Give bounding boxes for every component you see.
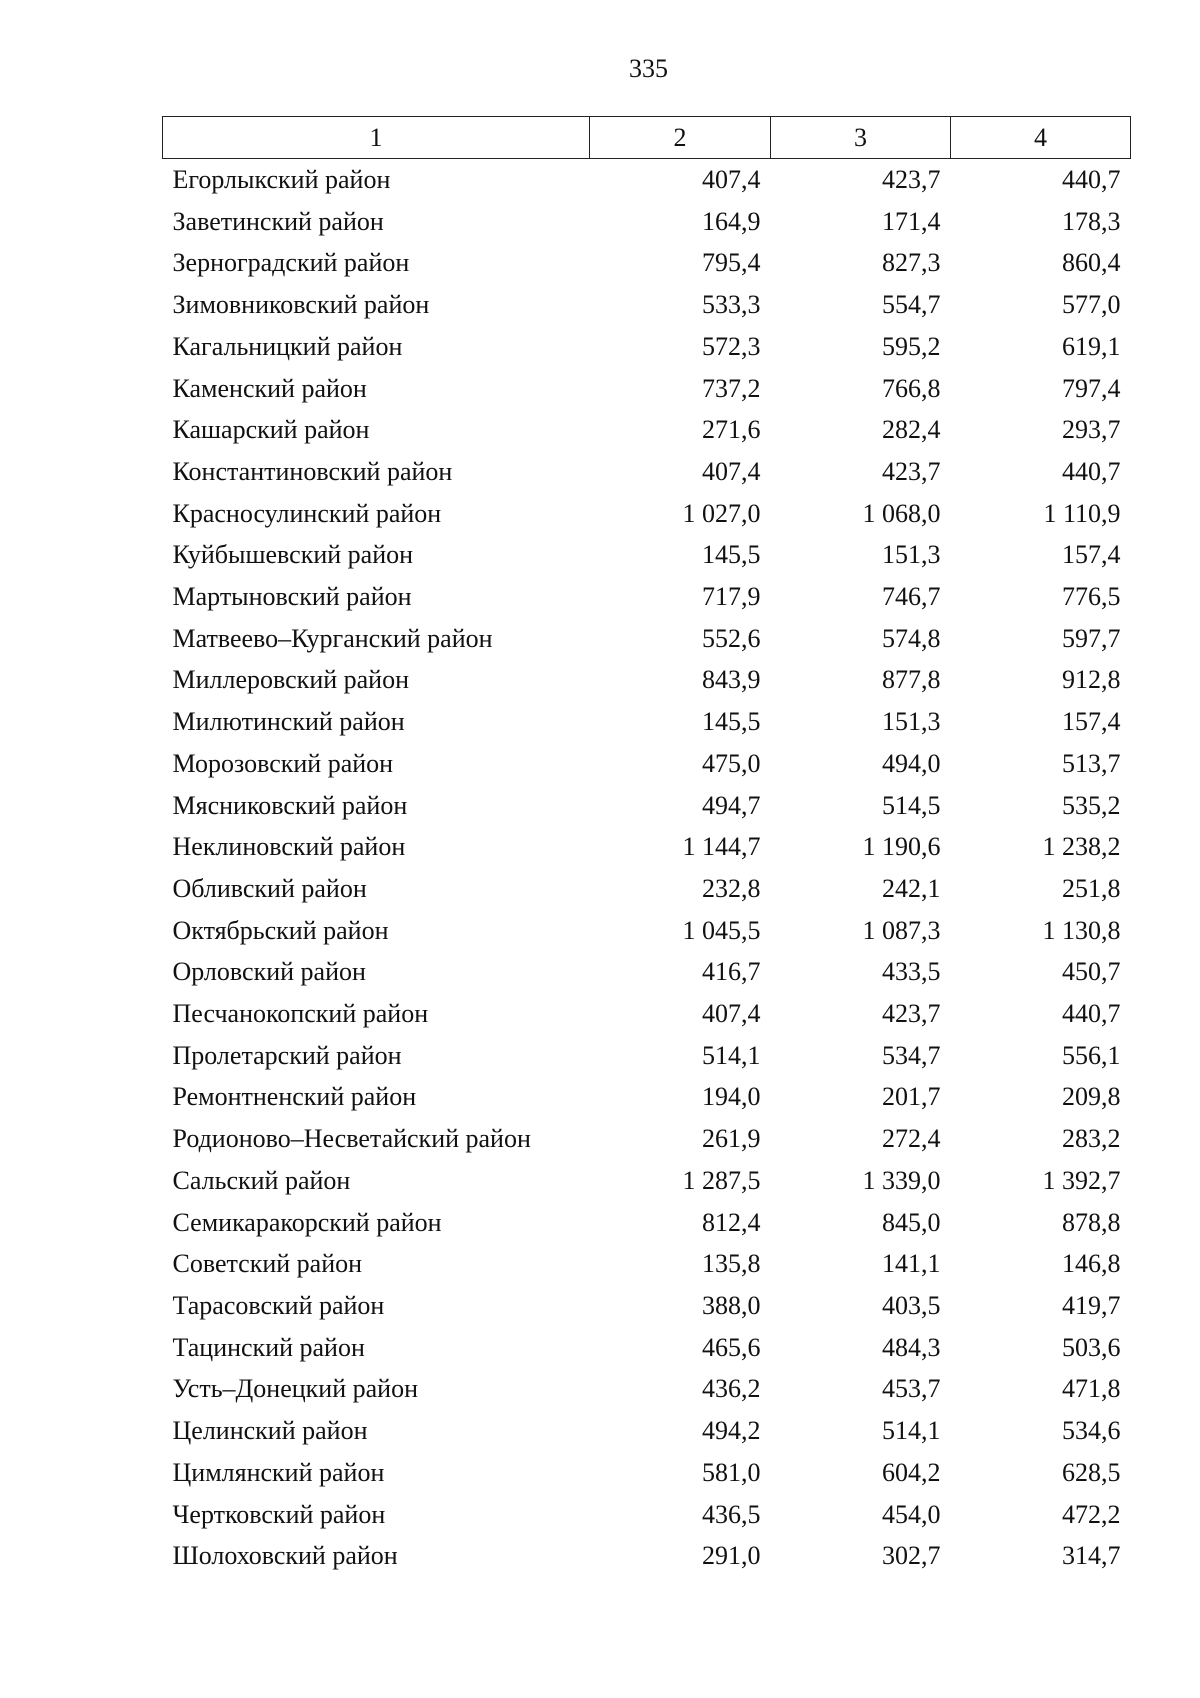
- value-cell-col4: 157,4: [1062, 540, 1121, 570]
- value-cell-col3: 171,4: [882, 206, 941, 236]
- value-cell-col3: 877,8: [882, 665, 941, 695]
- value-cell-col4: 619,1: [1062, 331, 1121, 361]
- table-row: [163, 1327, 1131, 1369]
- value-cell-col2: 737,2: [702, 373, 761, 403]
- table-row: [163, 201, 1131, 243]
- value-cell-col2: 1 287,5: [682, 1165, 761, 1195]
- value-cell-col3: 1 068,0: [862, 498, 941, 528]
- value-cell-col3: 595,2: [882, 331, 941, 361]
- table-row: [163, 409, 1131, 451]
- value-cell-col4: 472,2: [1062, 1499, 1121, 1529]
- district-name-cell: Цимлянский район: [172, 1457, 385, 1487]
- table-header: [163, 117, 1131, 159]
- table-row: [163, 1035, 1131, 1077]
- table-row: [163, 1202, 1131, 1244]
- value-cell-col4: 440,7: [1062, 456, 1121, 486]
- district-name-cell: Каменский район: [172, 373, 367, 403]
- district-name-cell: Советский район: [172, 1249, 363, 1279]
- value-cell-col3: 272,4: [882, 1124, 941, 1154]
- district-name-cell: Тарасовский район: [172, 1290, 385, 1320]
- district-name-cell: Чертковский район: [172, 1499, 386, 1529]
- district-name-cell: Зерноградский район: [172, 248, 410, 278]
- table-row: [163, 1368, 1131, 1410]
- value-cell-col2: 1 045,5: [682, 915, 761, 945]
- table-row: [163, 993, 1131, 1035]
- value-cell-col4: 1 130,8: [1042, 915, 1121, 945]
- value-cell-col2: 135,8: [702, 1249, 761, 1279]
- district-name-cell: Мясниковский район: [172, 790, 408, 820]
- value-cell-col2: 1 027,0: [682, 498, 761, 528]
- value-cell-col4: 157,4: [1062, 707, 1121, 737]
- table-row: [163, 659, 1131, 701]
- value-cell-col2: 465,6: [702, 1332, 761, 1362]
- district-name-cell: Обливский район: [172, 873, 367, 903]
- district-name-cell: Матвеево–Курганский район: [172, 623, 493, 653]
- budget-table: [162, 116, 1131, 1577]
- value-cell-col3: 484,3: [882, 1332, 941, 1362]
- district-name-cell: Шолоховский район: [172, 1541, 398, 1571]
- value-cell-col2: 145,5: [702, 707, 761, 737]
- value-cell-col2: 145,5: [702, 540, 761, 570]
- value-cell-col3: 766,8: [882, 373, 941, 403]
- value-cell-col2: 261,9: [702, 1124, 761, 1154]
- value-cell-col4: 283,2: [1062, 1124, 1121, 1154]
- value-cell-col4: 860,4: [1062, 248, 1121, 278]
- district-name-cell: Красносулинский район: [172, 498, 442, 528]
- district-name-cell: Егорлыкский район: [172, 165, 391, 194]
- value-cell-col2: 194,0: [702, 1082, 761, 1112]
- value-cell-col4: 534,6: [1062, 1416, 1121, 1446]
- value-cell-col3: 201,7: [882, 1082, 941, 1112]
- table-row: [163, 159, 1131, 201]
- value-cell-col4: 776,5: [1062, 582, 1121, 612]
- table-row: [163, 493, 1131, 535]
- value-cell-col2: 581,0: [702, 1457, 761, 1487]
- value-cell-col2: 291,0: [702, 1541, 761, 1571]
- district-name-cell: Морозовский район: [172, 748, 394, 778]
- table-row: [163, 1160, 1131, 1202]
- value-cell-col4: 878,8: [1062, 1207, 1121, 1237]
- table-row: [163, 1076, 1131, 1118]
- table-row: [163, 1494, 1131, 1536]
- table-row: [163, 826, 1131, 868]
- value-cell-col4: 912,8: [1062, 665, 1121, 695]
- value-cell-col2: 494,2: [702, 1416, 761, 1446]
- column-header-1: 1: [163, 117, 590, 159]
- value-cell-col3: 534,7: [882, 1040, 941, 1070]
- header-row: [163, 117, 1131, 159]
- value-cell-col4: 209,8: [1062, 1082, 1121, 1112]
- value-cell-col4: 503,6: [1062, 1332, 1121, 1362]
- table-row: [163, 1285, 1131, 1327]
- value-cell-col2: 416,7: [702, 957, 761, 987]
- district-name-cell: Миллеровский район: [172, 665, 410, 695]
- district-name-cell: Мартыновский район: [172, 582, 412, 612]
- table-row: [163, 785, 1131, 827]
- table-row: [163, 951, 1131, 993]
- value-cell-col3: 423,7: [882, 456, 941, 486]
- value-cell-col4: 513,7: [1062, 748, 1121, 778]
- table-row: [163, 868, 1131, 910]
- district-name-cell: Кагальницкий район: [172, 331, 403, 361]
- table-row: [163, 701, 1131, 743]
- value-cell-col3: 302,7: [882, 1541, 941, 1571]
- value-cell-col2: 436,5: [702, 1499, 761, 1529]
- district-name-cell: Родионово–Несветайский район: [172, 1124, 531, 1154]
- table-row: [163, 242, 1131, 284]
- table-row: [163, 910, 1131, 952]
- value-cell-col2: 407,4: [702, 456, 761, 486]
- value-cell-col4: 251,8: [1062, 873, 1121, 903]
- table-row: [163, 1535, 1131, 1577]
- table-row: [163, 284, 1131, 326]
- value-cell-col2: 494,7: [702, 790, 761, 820]
- value-cell-col2: 1 144,7: [682, 832, 761, 862]
- value-cell-col2: 843,9: [702, 665, 761, 695]
- value-cell-col4: 178,3: [1062, 206, 1121, 236]
- value-cell-col4: 597,7: [1062, 623, 1121, 653]
- value-cell-col3: 282,4: [882, 415, 941, 445]
- page-number: 335: [629, 54, 668, 83]
- district-name-cell: Целинский район: [172, 1416, 368, 1446]
- value-cell-col3: 746,7: [882, 582, 941, 612]
- district-name-cell: Орловский район: [172, 957, 366, 987]
- value-cell-col2: 475,0: [702, 748, 761, 778]
- value-cell-col3: 423,7: [882, 165, 941, 194]
- value-cell-col2: 436,2: [702, 1374, 761, 1404]
- value-cell-col3: 151,3: [882, 707, 941, 737]
- value-cell-col2: 407,4: [702, 999, 761, 1029]
- value-cell-col2: 717,9: [702, 582, 761, 612]
- value-cell-col4: 450,7: [1062, 957, 1121, 987]
- value-cell-col4: 628,5: [1062, 1457, 1121, 1487]
- table-row: [163, 1410, 1131, 1452]
- value-cell-col4: 535,2: [1062, 790, 1121, 820]
- district-name-cell: Ремонтненский район: [172, 1082, 417, 1112]
- district-name-cell: Семикаракорский район: [172, 1207, 442, 1237]
- district-name-cell: Неклиновский район: [172, 832, 406, 862]
- table-row: [163, 368, 1131, 410]
- value-cell-col4: 1 238,2: [1042, 832, 1121, 862]
- value-cell-col4: 314,7: [1062, 1541, 1121, 1571]
- value-cell-col3: 514,5: [882, 790, 941, 820]
- value-cell-col3: 141,1: [882, 1249, 941, 1279]
- value-cell-col4: 419,7: [1062, 1290, 1121, 1320]
- value-cell-col3: 1 190,6: [862, 832, 941, 862]
- value-cell-col4: 293,7: [1062, 415, 1121, 445]
- value-cell-col3: 1 087,3: [862, 915, 941, 945]
- value-cell-col3: 574,8: [882, 623, 941, 653]
- value-cell-col4: 1 110,9: [1043, 498, 1121, 528]
- district-name-cell: Сальский район: [172, 1165, 351, 1195]
- value-cell-col2: 572,3: [702, 331, 761, 361]
- district-name-cell: Куйбышевский район: [172, 540, 414, 570]
- district-name-cell: Константиновский район: [172, 456, 453, 486]
- column-header-4: 4: [951, 117, 1131, 159]
- value-cell-col3: 845,0: [882, 1207, 941, 1237]
- value-cell-col2: 271,6: [702, 415, 761, 445]
- table-row: [163, 576, 1131, 618]
- table-row: [163, 451, 1131, 493]
- value-cell-col2: 514,1: [702, 1040, 761, 1070]
- district-name-cell: Октябрьский район: [172, 915, 389, 945]
- value-cell-col2: 795,4: [702, 248, 761, 278]
- column-header-2: 2: [590, 117, 771, 159]
- table-row: [163, 326, 1131, 368]
- table-row: [163, 618, 1131, 660]
- table-row: [163, 1243, 1131, 1285]
- table-row: [163, 1452, 1131, 1494]
- value-cell-col3: 242,1: [882, 873, 941, 903]
- value-cell-col2: 407,4: [702, 165, 761, 194]
- district-name-cell: Пролетарский район: [172, 1040, 402, 1070]
- value-cell-col2: 232,8: [702, 873, 761, 903]
- district-name-cell: Песчанокопский район: [172, 999, 429, 1029]
- value-cell-col3: 433,5: [882, 957, 941, 987]
- value-cell-col3: 827,3: [882, 248, 941, 278]
- table-row: [163, 1118, 1131, 1160]
- value-cell-col3: 554,7: [882, 290, 941, 320]
- value-cell-col3: 453,7: [882, 1374, 941, 1404]
- district-name-cell: Кашарский район: [172, 415, 370, 445]
- district-name-cell: Усть–Донецкий район: [172, 1374, 418, 1404]
- table-body: [163, 159, 1131, 1577]
- value-cell-col2: 812,4: [702, 1207, 761, 1237]
- column-header-3: 3: [771, 117, 951, 159]
- table-row: [163, 534, 1131, 576]
- value-cell-col2: 388,0: [702, 1290, 761, 1320]
- table-row: [163, 743, 1131, 785]
- value-cell-col3: 403,5: [882, 1290, 941, 1320]
- value-cell-col3: 514,1: [882, 1416, 941, 1446]
- value-cell-col3: 1 339,0: [862, 1165, 941, 1195]
- value-cell-col4: 440,7: [1062, 165, 1121, 194]
- value-cell-col4: 471,8: [1062, 1374, 1121, 1404]
- value-cell-col4: 797,4: [1062, 373, 1121, 403]
- value-cell-col4: 577,0: [1062, 290, 1121, 320]
- value-cell-col3: 151,3: [882, 540, 941, 570]
- value-cell-col3: 604,2: [882, 1457, 941, 1487]
- value-cell-col3: 423,7: [882, 999, 941, 1029]
- value-cell-col2: 552,6: [702, 623, 761, 653]
- value-cell-col4: 440,7: [1062, 999, 1121, 1029]
- value-cell-col4: 1 392,7: [1042, 1165, 1121, 1195]
- district-name-cell: Заветинский район: [172, 206, 384, 236]
- value-cell-col3: 494,0: [882, 748, 941, 778]
- value-cell-col2: 533,3: [702, 290, 761, 320]
- value-cell-col4: 556,1: [1062, 1040, 1121, 1070]
- district-name-cell: Зимовниковский район: [172, 290, 430, 320]
- district-name-cell: Милютинский район: [172, 707, 405, 737]
- district-name-cell: Тацинский район: [172, 1332, 365, 1362]
- value-cell-col2: 164,9: [702, 206, 761, 236]
- value-cell-col3: 454,0: [882, 1499, 941, 1529]
- value-cell-col4: 146,8: [1062, 1249, 1121, 1279]
